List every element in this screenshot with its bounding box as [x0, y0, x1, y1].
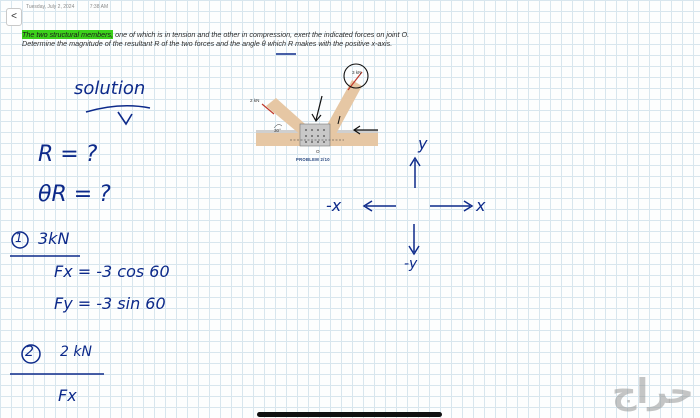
item2-number: 2 — [25, 344, 34, 360]
note-date: Tuesday, July 2, 2024 — [26, 4, 75, 10]
axis-x-negative: -x — [326, 196, 342, 215]
resultant-unknown: R = ? — [38, 142, 98, 167]
axis-x-positive: x — [476, 196, 486, 215]
angle-unknown: θR = ? — [38, 182, 111, 207]
chevron-left-icon: < — [11, 11, 17, 22]
figure-caption: PROBLEM 2/10 — [296, 157, 330, 162]
item1-number: 1 — [15, 231, 23, 245]
fy1-equation: Fy = -3 sin 60 — [54, 294, 166, 313]
label-angle: 30° — [274, 128, 281, 133]
label-3kn: 3 kN — [352, 70, 362, 75]
note-time: 7:38 AM — [89, 4, 109, 10]
watermark-logo: حراج — [612, 372, 694, 412]
item2-force: 2 kN — [60, 344, 92, 360]
problem-text: one of which is in tension and the other in compression, exert the indicated forces on joint O. Determine the magnitude of the resultant R of the two forces and the angle θ which R makes with the positive x-axis. — [22, 30, 410, 49]
home-indicator[interactable] — [257, 412, 442, 417]
highlighted-text: The two structural members, — [22, 30, 114, 39]
axis-y-positive: y — [418, 134, 428, 153]
fx1-equation: Fx = -3 cos 60 — [54, 262, 170, 281]
fx2-label: Fx — [58, 386, 77, 405]
item1-force: 3kN — [38, 229, 70, 248]
axis-y-negative: -y — [404, 256, 418, 272]
solution-heading: solution — [74, 78, 146, 99]
label-2kn: 2 kN — [250, 98, 260, 103]
label-origin: O — [316, 149, 320, 154]
